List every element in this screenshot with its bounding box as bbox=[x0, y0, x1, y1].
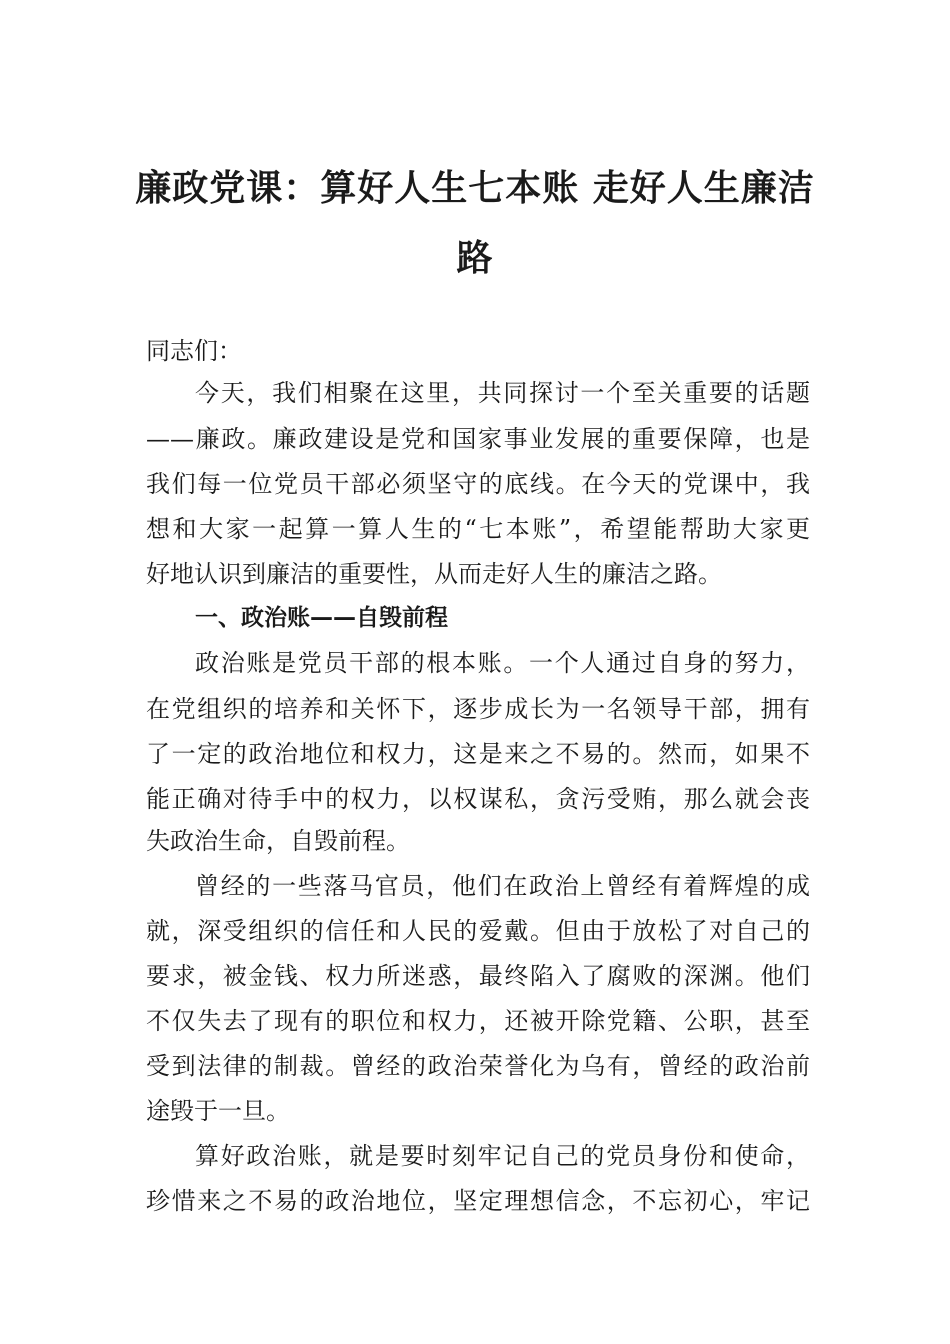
body-line: 失政治生命，自毁前程。 bbox=[146, 827, 410, 855]
intro-line: ——廉政。廉政建设是党和国家事业发展的重要保障，也是 bbox=[146, 425, 810, 453]
body-line: 了一定的政治地位和权力，这是来之不易的。然而，如果不 bbox=[146, 740, 810, 768]
body-line: 算好政治账，就是要时刻牢记自己的党员身份和使命， bbox=[195, 1142, 810, 1170]
salutation: 同志们： bbox=[146, 337, 242, 365]
body-line: 能正确对待手中的权力，以权谋私，贪污受贿，那么就会丧 bbox=[146, 785, 810, 813]
intro-line: 好地认识到廉洁的重要性，从而走好人生的廉洁之路。 bbox=[146, 560, 722, 588]
body-line: 不仅失去了现有的职位和权力，还被开除党籍、公职，甚至 bbox=[146, 1007, 810, 1035]
body-line: 政治账是党员干部的根本账。一个人通过自身的努力， bbox=[195, 649, 810, 677]
document-title-line-1: 廉政党课：算好人生七本账 走好人生廉洁 bbox=[135, 167, 815, 209]
intro-line: 想和大家一起算一算人生的“七本账”，希望能帮助大家更 bbox=[146, 515, 810, 543]
body-line: 就，深受组织的信任和人民的爱戴。但由于放松了对自己的 bbox=[146, 917, 810, 945]
document-title-line-2: 路 bbox=[456, 237, 494, 279]
body-line: 要求，被金钱、权力所迷惑，最终陷入了腐败的深渊。他们 bbox=[146, 962, 810, 990]
body-line: 在党组织的培养和关怀下，逐步成长为一名领导干部，拥有 bbox=[146, 695, 810, 723]
body-line: 途毁于一旦。 bbox=[146, 1097, 290, 1125]
intro-line: 我们每一位党员干部必须坚守的底线。在今天的党课中，我 bbox=[146, 470, 810, 498]
body-line: 珍惜来之不易的政治地位，坚定理想信念，不忘初心，牢记 bbox=[146, 1187, 810, 1215]
body-line: 受到法律的制裁。曾经的政治荣誉化为乌有，曾经的政治前 bbox=[146, 1052, 810, 1080]
section-heading: 一、政治账——自毁前程 bbox=[195, 605, 448, 631]
body-line: 曾经的一些落马官员，他们在政治上曾经有着辉煌的成 bbox=[195, 872, 810, 900]
intro-line: 今天，我们相聚在这里，共同探讨一个至关重要的话题 bbox=[195, 379, 810, 407]
